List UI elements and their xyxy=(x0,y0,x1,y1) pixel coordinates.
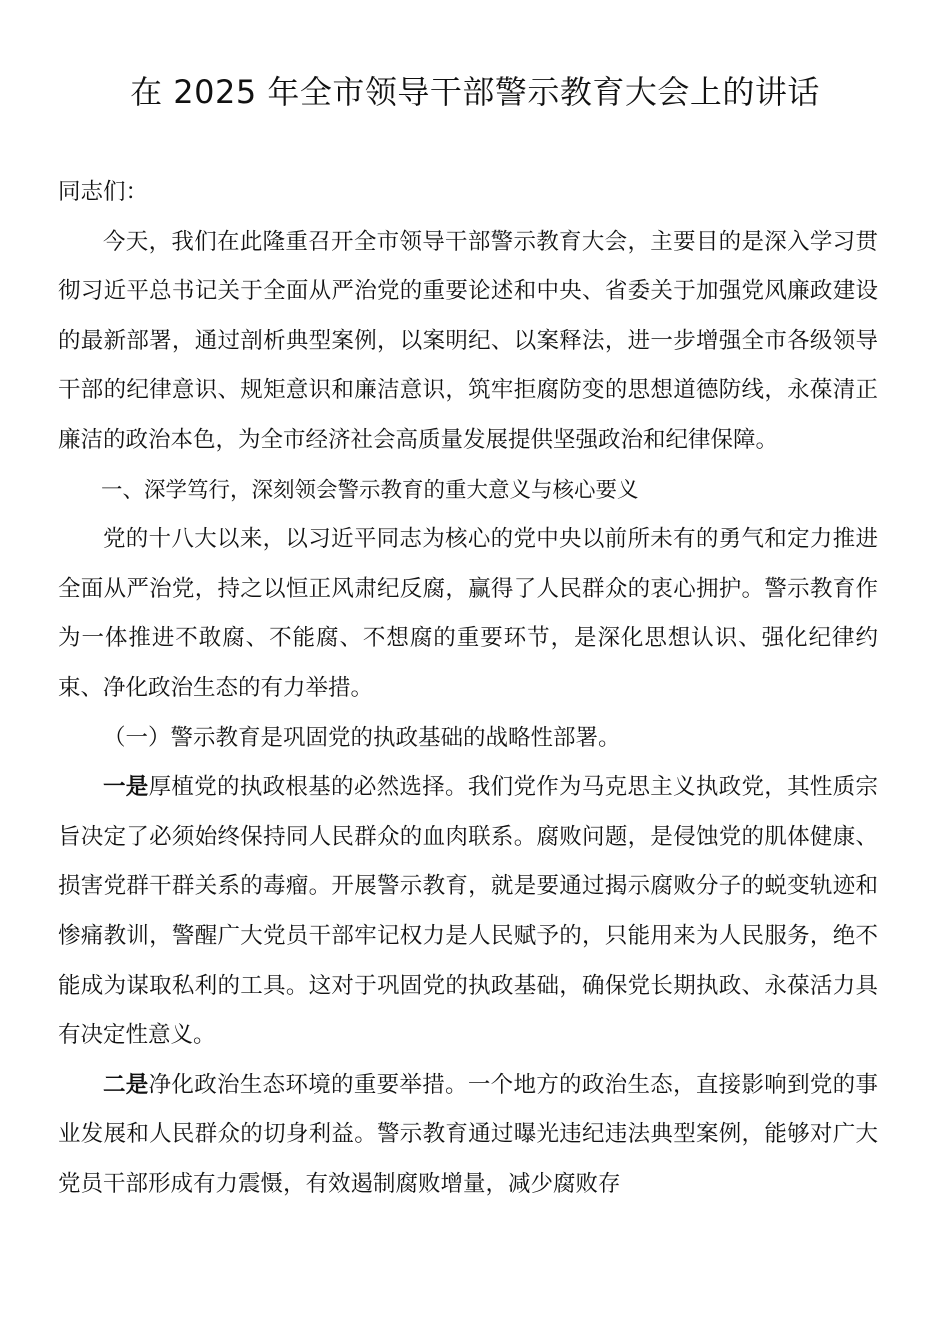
point-lead: 二是 xyxy=(103,1071,149,1098)
paragraph-text: 党的十八大以来，以习近平同志为核心的党中央以前所未有的勇气和定力推进全面从严治党，持之以恒正风肃纪反腐，赢得了人民群众的衷心拥护。警示教育作为一体推进不敢腐、不能腐、不想腐的重要环节，是深化思想认识、强化纪律约束、净化政治生态的有力举措。 xyxy=(58,526,878,701)
section-heading-1 xyxy=(58,466,878,516)
point-lead: 一是 xyxy=(103,774,149,801)
paragraph-text: 净化政治生态环境的重要举措。一个地方的政治生态，直接影响到党的事业发展和人民群众的切身利益。警示教育通过曝光违纪违法典型案例，能够对广大党员干部形成有力震慑，有效遏制腐败增量，减少腐败存 xyxy=(58,1071,878,1197)
paragraph-text: 今天，我们在此隆重召开全市领导干部警示教育大会，主要目的是深入学习贯彻习近平总书记关于全面从严治党的重要论述和中央、省委关于加强党风廉政建设的最新部署，通过剖析典型案例，以案明纪、以案释法，进一步增强全市各级领导干部的纪律意识、规矩意识和廉洁意识，筑牢拒腐防变的思想道德防线，永葆清正廉洁的政治本色，为全市经济社会高质量发展提供坚强政治和纪律保障。 xyxy=(58,228,878,453)
heading-text: 一、深学笃行，深刻领会警示教育的重大意义与核心要义 xyxy=(101,477,639,503)
paragraph-text: 厚植党的执政根基的必然选择。我们党作为马克思主义执政党，其性质宗旨决定了必须始终保持同人民群众的血肉联系。腐败问题，是侵蚀党的肌体健康、损害党群干群关系的毒瘤。开展警示教育，就是要通过揭示腐败分子的蜕变轨迹和惨痛教训，警醒广大党员干部牢记权力是人民赋予的，只能用来为人民服务，绝不能成为谋取私利的工具。这对于巩固党的执政基础，确保党长期执政、永葆活力具有决定性意义。 xyxy=(58,774,878,1049)
document-title: 在 2025 年全市领导干部警示教育大会上的讲话 xyxy=(130,73,820,111)
paragraph-intro xyxy=(58,218,878,466)
subheading-text: （一）警示教育是巩固党的执政基础的战略性部署。 xyxy=(103,724,621,751)
salutation: 同志们： xyxy=(58,179,149,205)
subsection-heading-1 xyxy=(58,714,878,764)
document-body xyxy=(58,168,878,1209)
paragraph-point-1 xyxy=(58,763,878,1061)
paragraph-point-2 xyxy=(58,1061,878,1210)
paragraph-section-1 xyxy=(58,515,878,713)
